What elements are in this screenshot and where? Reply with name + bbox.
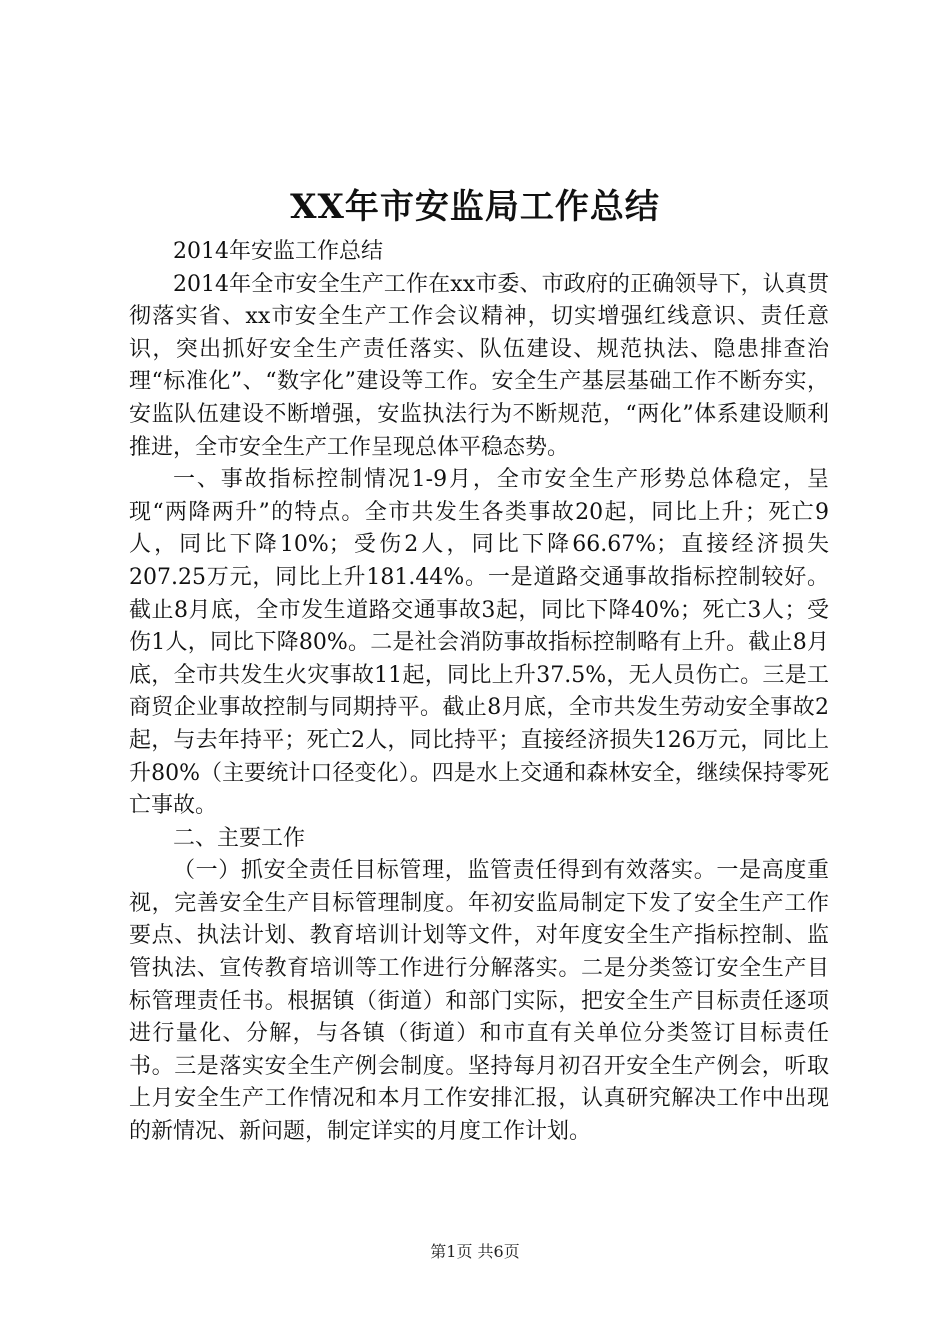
- section-heading-main-work: 二、主要工作: [173, 825, 306, 851]
- paragraph-accident-indicators: 一、事故指标控制情况1-9月，全市安全生产形势总体稳定，呈现“两降两升”的特点。全市共发生各类事故20起，同比上升；死亡9人，同比下降10%；受伤2人，同比下降66.67%；直接经济损失207.25万元，同比上升181.44%。一是道路交通事故指标控制较好。截止8月底，全市发生道路交通事故3起，同比下降40%；死亡3人；受伤1人，同比下降80%。二是社会消防事故指标控制略有上升。截止8月底，全市共发生火灾事故11起，同比上升37.5%，无人员伤亡。三是工商贸企业事故控制与同期持平。截止8月底，全市共发生劳动安全事故2起，与去年持平；死亡2人，同比持平；直接经济损失126万元，同比上升80%（主要统计口径变化）。四是水上交通和森林安全，继续保持零死亡事故。: [129, 467, 829, 819]
- document-body: [129, 236, 829, 1149]
- paragraph-intro: 2014年全市安全生产工作在xx市委、市政府的正确领导下，认真贯彻落实省、xx市安全生产工作会议精神，切实增强红线意识、责任意识，突出抓好安全生产责任落实、队伍建设、规范执法、隐患排查治理“标准化”、“数字化”建设等工作。安全生产基层基础工作不断夯实，安监队伍建设不断增强，安监执法行为不断规范，“两化”体系建设顺利推进，全市安全生产工作呈现总体平稳态势。: [129, 271, 829, 460]
- paragraph-subtitle: 2014年安监工作总结: [173, 239, 383, 264]
- paragraph-responsibility-management: （一）抓安全责任目标管理，监管责任得到有效落实。一是高度重视，完善安全生产目标管理制度。年初安监局制定下发了安全生产工作要点、执法计划、教育培训计划等文件，对年度安全生产指标控制、监管执法、宣传教育培训等工作进行分解落实。二是分类签订安全生产目标管理责任书。根据镇（街道）和部门实际，把安全生产目标责任逐项进行量化、分解，与各镇（街道）和市直有关单位分类签订目标责任书。三是落实安全生产例会制度。坚持每月初召开安全生产例会，听取上月安全生产工作情况和本月工作安排汇报，认真研究解决工作中出现的新情况、新问题，制定详实的月度工作计划。: [129, 858, 829, 1145]
- document-title: XX年市安监局工作总结: [290, 187, 660, 227]
- page-number: 第1页 共6页: [430, 1242, 520, 1261]
